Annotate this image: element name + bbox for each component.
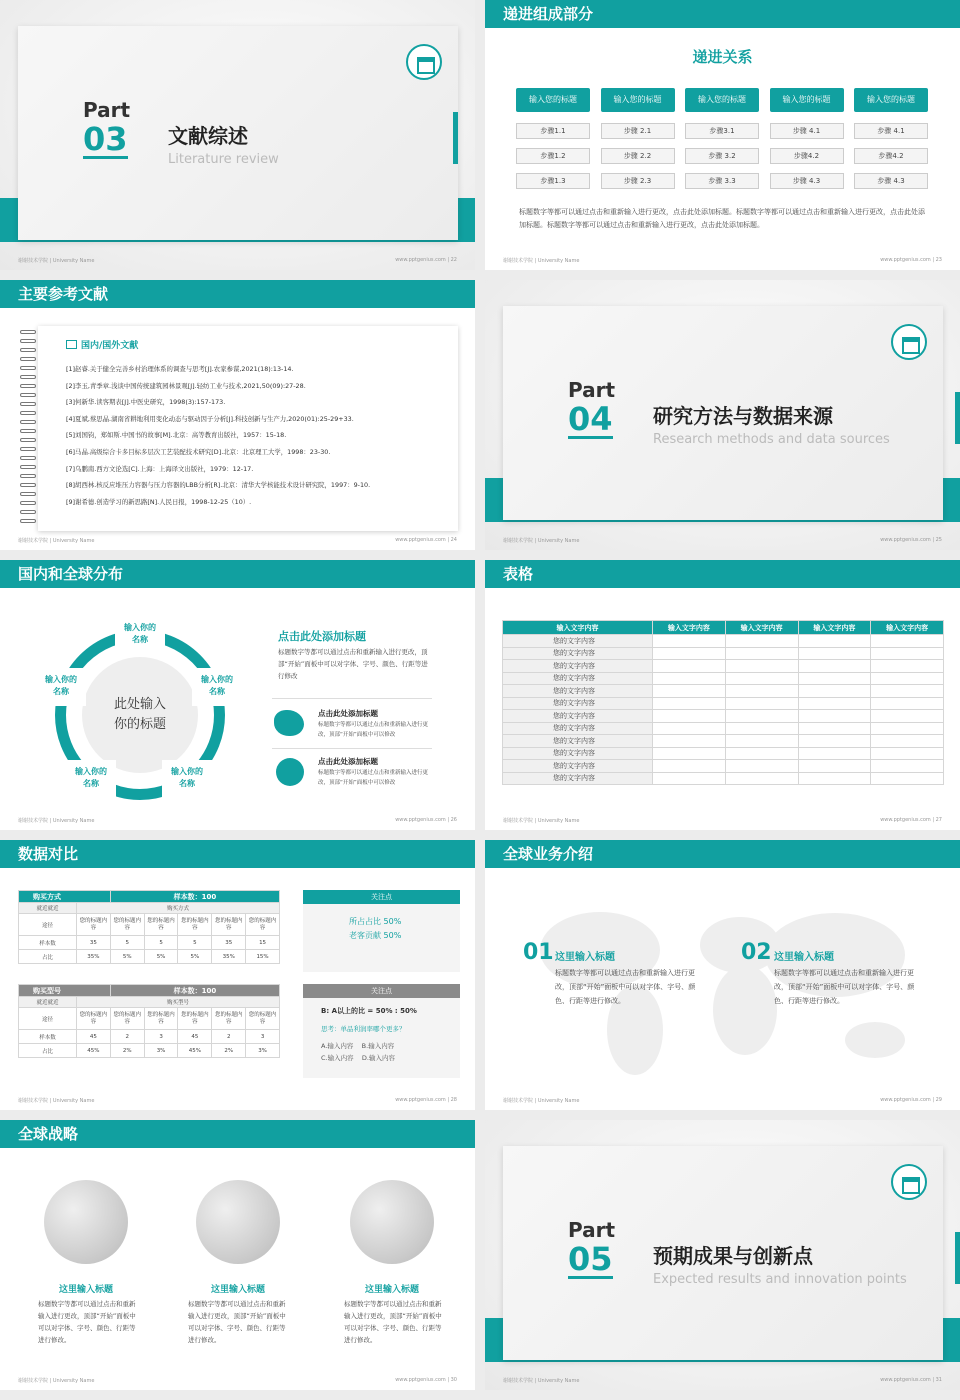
table-cell: 3 xyxy=(144,1030,178,1044)
table-cell xyxy=(871,685,944,698)
table-row xyxy=(19,950,280,964)
table-cell: 45% xyxy=(178,1044,212,1058)
table-cell: 5% xyxy=(110,950,144,964)
table-row xyxy=(19,1030,280,1044)
part-number: 05 xyxy=(568,1240,613,1278)
item-title: 这里输入标题 xyxy=(555,952,615,963)
table-cell: 2% xyxy=(110,1044,144,1058)
table-cell xyxy=(725,772,798,785)
step-cell: 步骤 3.3 xyxy=(685,173,759,189)
part-subtitle: Expected results and innovation points xyxy=(653,1272,907,1287)
globe-icon xyxy=(350,1180,434,1264)
globe-icon xyxy=(196,1180,280,1264)
table-cell: 35% xyxy=(212,950,246,964)
column-header: 输入文字内容 xyxy=(725,621,798,635)
binder-ring xyxy=(20,339,36,343)
item-number: 01 xyxy=(523,940,554,965)
accent-bar xyxy=(453,112,458,164)
part-title: 预期成果与创新点 xyxy=(653,1244,813,1268)
cycle-node: 输入你的 名称 xyxy=(162,760,212,798)
table-cell: 2 xyxy=(212,1030,246,1044)
part-title: 研究方法与数据来源 xyxy=(653,404,833,428)
table-cell xyxy=(653,660,726,673)
table-cell xyxy=(798,672,871,685)
table-heading: 样本数：100 xyxy=(110,985,279,997)
table-cell: 15% xyxy=(246,950,280,964)
step-cell: 步骤 2.1 xyxy=(601,123,675,139)
table-cell: 45 xyxy=(178,1030,212,1044)
slide-22[interactable] xyxy=(0,0,475,270)
column-header: 输入文字内容 xyxy=(798,621,871,635)
table-cell: 45% xyxy=(77,1044,111,1058)
step-cell: 步骤3.1 xyxy=(685,123,759,139)
table-cell: 您的文字内容 xyxy=(503,685,653,698)
table-cell: 2% xyxy=(212,1044,246,1058)
table-cell: 35 xyxy=(212,936,246,950)
part-subtitle: Research methods and data sources xyxy=(653,432,890,447)
table-cell: 占比 xyxy=(19,1044,77,1058)
table-cell: 35% xyxy=(77,950,111,964)
table-cell: 您的文字内容 xyxy=(503,710,653,723)
table-cell xyxy=(725,660,798,673)
globe-icon xyxy=(44,1180,128,1264)
step-cell: 步骤 2.2 xyxy=(601,148,675,164)
key-point-line: C.输入内容 D.输入内容 xyxy=(321,1054,395,1062)
table-cell xyxy=(798,635,871,648)
table-row xyxy=(503,722,944,735)
table-cell xyxy=(798,760,871,773)
table-row xyxy=(503,685,944,698)
slide-footer: 谢谢技术学院 | University Name www.pptgenius.com | 29 xyxy=(503,1097,942,1104)
table-cell xyxy=(653,760,726,773)
table-cell: 就近就近 xyxy=(19,997,77,1008)
table-cell xyxy=(798,710,871,723)
step-cell: 步骤1.1 xyxy=(516,123,590,139)
table-cell xyxy=(871,635,944,648)
reference-item: [8]胡西林.核反应堆压力容器与压力容器的LBB分析[R].北京：清华大学核能技术设计研究院，1997：9-10. xyxy=(66,481,371,490)
column-header: 输入文字内容 xyxy=(653,621,726,635)
table-cell xyxy=(798,722,871,735)
binder-ring xyxy=(20,501,36,505)
table-header-row xyxy=(19,985,280,997)
binder-ring xyxy=(20,447,36,451)
binder-ring xyxy=(20,384,36,388)
divider xyxy=(272,748,432,749)
binder-ring xyxy=(20,411,36,415)
slide-header: 递进组成部分 xyxy=(485,0,960,28)
reference-item: [3]何新华.读客期表[J].中医史研究，1998(3):157-173. xyxy=(66,398,226,407)
item-number: 02 xyxy=(741,940,772,965)
item-title: 这里输入标题 xyxy=(58,1285,113,1295)
binder-ring xyxy=(20,357,36,361)
slide-footer: 谢谢技术学院 | University Name www.pptgenius.com | 31 xyxy=(503,1377,942,1384)
main-title: 点击此处添加标题 xyxy=(278,630,366,643)
slide-footer: 谢谢技术学院 | University Name www.pptgenius.com | 25 xyxy=(503,537,942,544)
reference-item: [4]夏斌,蔡思晶.湖南省耕地利用变化动态与驱动因子分析[J].科技创新与生产力,2020(01):25-29+33. xyxy=(66,414,354,423)
table-cell: 5 xyxy=(178,936,212,950)
reference-item: [2]李玉,青季章.浅谈中国传统建筑园林景观[J].轻纺工业与技术,2021,50(09):27-28. xyxy=(66,381,306,390)
cycle-node: 输入你的 名称 xyxy=(36,668,86,706)
table-cell xyxy=(653,697,726,710)
table-cell: 购买型号 xyxy=(77,997,280,1008)
school-logo-icon xyxy=(891,1164,927,1200)
table-cell xyxy=(725,722,798,735)
table-cell: 您的标题内容 xyxy=(178,914,212,936)
slide-24[interactable] xyxy=(0,280,475,550)
divider xyxy=(272,698,432,699)
table-cell xyxy=(798,697,871,710)
comparison-table xyxy=(18,984,280,1058)
table-cell xyxy=(798,660,871,673)
table-cell xyxy=(653,635,726,648)
table-cell: 您的标题内容 xyxy=(178,1008,212,1030)
table-cell xyxy=(653,772,726,785)
slide-header: 国内和全球分布 xyxy=(0,560,475,588)
binder-ring xyxy=(20,330,36,334)
cycle-center: 此处输入 你的标题 xyxy=(82,657,198,773)
table-cell xyxy=(871,722,944,735)
reference-item: [1]赵睿.关于健全完善乡村治理体系的调查与思考[J].农家参谋,2021(18):13-14. xyxy=(66,365,294,373)
table-cell: 您的标题内容 xyxy=(212,914,246,936)
table-cell: 样本数 xyxy=(19,936,77,950)
item-body: 标题数字等都可以通过点击和重新输入进行更改，顶部“开始”面板中可以对字体、字号、颜色、行距等进行修改。 xyxy=(38,1300,136,1344)
slide-25[interactable] xyxy=(485,280,960,550)
reference-item: [6]马晶.高级综合卡多目标多层次工艺装配技术研究[D].北京：北京理工大学，1998：23-30. xyxy=(66,447,331,456)
table-cell: 您的文字内容 xyxy=(503,635,653,648)
table-cell xyxy=(725,697,798,710)
step-heading: 输入您的标题 xyxy=(516,88,590,112)
key-point-line: 所占占比 50% xyxy=(349,917,402,926)
part-subtitle: Literature review xyxy=(168,152,279,167)
china-map-icon xyxy=(274,710,304,736)
binder-ring xyxy=(20,348,36,352)
table-cell: 3 xyxy=(246,1030,280,1044)
table-cell: 15 xyxy=(246,936,280,950)
step-cell: 步骤 2.3 xyxy=(601,173,675,189)
table-heading: 购买方式 xyxy=(19,891,111,903)
part-word: Part xyxy=(568,378,616,402)
binder-ring xyxy=(20,375,36,379)
table-cell: 您的文字内容 xyxy=(503,735,653,748)
item-title: 点击此处添加标题 xyxy=(318,757,378,766)
table-cell: 5% xyxy=(178,950,212,964)
table-cell xyxy=(725,747,798,760)
slide-footer: 谢谢技术学院 | University Name www.pptgenius.com | 23 xyxy=(503,257,942,264)
book-icon xyxy=(66,340,77,349)
table-row xyxy=(19,1008,280,1030)
slide-footer: 谢谢技术学院 | University Name www.pptgenius.com | 22 xyxy=(18,257,457,264)
table-cell xyxy=(871,760,944,773)
table-cell: 3% xyxy=(246,1044,280,1058)
step-cell: 步骤 4.1 xyxy=(770,123,844,139)
table-cell: 您的文字内容 xyxy=(503,747,653,760)
step-cell: 步骤4.2 xyxy=(770,148,844,164)
slide-27[interactable] xyxy=(485,560,960,830)
table-cell: 您的标题内容 xyxy=(144,914,178,936)
slide-29[interactable] xyxy=(485,840,960,1110)
accent-bar xyxy=(955,392,960,444)
table-cell: 5 xyxy=(110,936,144,950)
table-header-row xyxy=(19,891,280,903)
reference-item: [5]刘国钧，郑如斯.中国书的故事[M].北京：高等教育出版社，1957：15-18. xyxy=(66,431,287,440)
slide-31[interactable] xyxy=(485,1120,960,1390)
key-point-box xyxy=(303,890,460,972)
table-cell: 2 xyxy=(110,1030,144,1044)
table-cell xyxy=(725,735,798,748)
table-cell xyxy=(725,647,798,660)
table-cell xyxy=(725,635,798,648)
table-cell xyxy=(725,685,798,698)
slide-footer: 谢谢技术学院 | University Name www.pptgenius.com | 26 xyxy=(18,817,457,824)
step-heading: 输入您的标题 xyxy=(601,88,675,112)
key-point-box xyxy=(303,984,460,1078)
step-heading: 输入您的标题 xyxy=(685,88,759,112)
cycle-node: 输入你的 名称 xyxy=(192,668,242,706)
table-row xyxy=(503,635,944,648)
table-heading: 购买型号 xyxy=(19,985,111,997)
key-point-title: 关注点 xyxy=(303,984,460,998)
item-body: 标题数字等都可以通过点击和重新输入进行更改，顶部“开始”面板中可以对字体、字号、颜色、行距等进行修改。 xyxy=(555,969,696,1005)
binder-ring xyxy=(20,474,36,478)
binder-ring xyxy=(20,420,36,424)
table-subheader-row xyxy=(19,903,280,914)
table-cell xyxy=(653,710,726,723)
comparison-grid xyxy=(18,984,280,1058)
table-row xyxy=(503,647,944,660)
key-point-line: B: A以上的比 = 50% : 50% xyxy=(321,1007,417,1015)
item-body: 标题数字等都可以通过点击和重新输入进行更改，顶部“开始”面板中可以对字体、字号、颜色、行距等进行修改。 xyxy=(344,1300,442,1344)
step-cell: 步骤 4.1 xyxy=(854,123,928,139)
table-cell xyxy=(871,710,944,723)
table-cell: 您的文字内容 xyxy=(503,660,653,673)
slide-header: 全球业务介绍 xyxy=(485,840,960,868)
body-text: 标题数字等都可以通过点击和重新输入进行更改，点击此处添加标题。标题数字等都可以通过点击和重新输入进行更改，点击此处添加标题。标题数字等都可以通过点击和重新输入进行更改，点击此处添加标题。 xyxy=(519,208,925,229)
slide-header: 主要参考文献 xyxy=(0,280,475,308)
step-heading: 输入您的标题 xyxy=(854,88,928,112)
step-cell: 步骤1.2 xyxy=(516,148,590,164)
slide-23[interactable] xyxy=(485,0,960,270)
table-cell: 5 xyxy=(144,936,178,950)
key-point-line: 老客贡献 50% xyxy=(349,931,402,940)
key-point-line: 思考：单品利润率哪个更多？ xyxy=(321,1025,406,1033)
school-logo-icon xyxy=(406,44,442,80)
slide-header: 数据对比 xyxy=(0,840,475,868)
part-number: 04 xyxy=(568,400,613,438)
slide-26[interactable] xyxy=(0,560,475,830)
table-cell xyxy=(725,760,798,773)
table-cell xyxy=(725,672,798,685)
slide-footer: 谢谢技术学院 | University Name www.pptgenius.com | 27 xyxy=(503,817,942,824)
table-cell xyxy=(653,647,726,660)
table-cell: 您的标题内容 xyxy=(77,914,111,936)
table-cell: 购买方式 xyxy=(77,903,280,914)
reference-list xyxy=(66,361,451,510)
binder-ring xyxy=(20,438,36,442)
part-number: 03 xyxy=(83,120,128,158)
step-cell: 步骤 3.2 xyxy=(685,148,759,164)
item-body: 标题数字等都可以通过点击和重新输入进行更改，顶部“开始”面板中可以修改 xyxy=(318,722,429,738)
table-row xyxy=(19,914,280,936)
reference-item: [7]乌鹏南.西方文论选[C].上海：上海译文出版社，1979：12-17. xyxy=(66,464,254,473)
table-row xyxy=(503,672,944,685)
table-row xyxy=(503,660,944,673)
part-word: Part xyxy=(568,1218,616,1242)
globe-icon xyxy=(276,758,304,786)
slide-30[interactable] xyxy=(0,1120,475,1390)
binder-ring xyxy=(20,483,36,487)
table-cell: 您的文字内容 xyxy=(503,672,653,685)
item-title: 这里输入标题 xyxy=(774,952,834,963)
table-cell: 3% xyxy=(144,1044,178,1058)
table-cell: 您的标题内容 xyxy=(144,1008,178,1030)
table-cell xyxy=(871,647,944,660)
slide-footer: 谢谢技术学院 | University Name www.pptgenius.com | 30 xyxy=(18,1377,457,1384)
table-heading: 样本数：100 xyxy=(110,891,279,903)
cycle-node: 输入你的 名称 xyxy=(66,760,116,798)
item-body: 标题数字等都可以通过点击和重新输入进行更改，顶部“开始”面板中可以对字体、字号、颜色、行距等进行修改。 xyxy=(774,969,915,1005)
binder-ring xyxy=(20,465,36,469)
table-cell xyxy=(798,647,871,660)
table-row xyxy=(19,1044,280,1058)
table-cell: 您的标题内容 xyxy=(212,1008,246,1030)
table-cell xyxy=(871,660,944,673)
table-cell: 您的文字内容 xyxy=(503,697,653,710)
table-row xyxy=(503,710,944,723)
binder-ring xyxy=(20,492,36,496)
binder-ring xyxy=(20,510,36,514)
table-row xyxy=(503,735,944,748)
table-row xyxy=(503,772,944,785)
item-body: 标题数字等都可以通过点击和重新输入进行更改，顶部“开始”面板中可以对字体、字号、颜色、行距等进行修改。 xyxy=(188,1300,286,1344)
table-cell: 就近就近 xyxy=(19,903,77,914)
binder-ring xyxy=(20,429,36,433)
table-cell: 您的标题内容 xyxy=(110,914,144,936)
key-point-line: A.输入内容 B.输入内容 xyxy=(321,1042,395,1050)
table-cell xyxy=(871,747,944,760)
table-cell: 您的文字内容 xyxy=(503,772,653,785)
item-title: 点击此处添加标题 xyxy=(318,709,378,718)
table-cell: 您的标题内容 xyxy=(246,1008,280,1030)
binder-ring xyxy=(20,366,36,370)
table-cell xyxy=(871,697,944,710)
binder-ring xyxy=(20,393,36,397)
table-header-row xyxy=(503,621,944,635)
table-subheader-row xyxy=(19,997,280,1008)
data-table xyxy=(502,620,944,785)
comparison-table xyxy=(18,890,280,964)
slide-footer: 谢谢技术学院 | University Name www.pptgenius.com | 24 xyxy=(18,537,457,544)
table-cell xyxy=(653,672,726,685)
table-cell xyxy=(798,772,871,785)
school-logo-icon xyxy=(891,324,927,360)
step-cell: 步骤 4.3 xyxy=(854,173,928,189)
table-cell: 您的标题内容 xyxy=(77,1008,111,1030)
accent-bar xyxy=(955,1232,960,1284)
step-cell: 步骤1.3 xyxy=(516,173,590,189)
table-cell: 您的标题内容 xyxy=(110,1008,144,1030)
table-cell xyxy=(871,735,944,748)
key-point-title: 关注点 xyxy=(303,890,460,904)
step-cell: 步骤 4.3 xyxy=(770,173,844,189)
table-cell xyxy=(653,747,726,760)
table-cell xyxy=(798,685,871,698)
table-cell xyxy=(871,672,944,685)
table-cell xyxy=(871,772,944,785)
step-heading: 输入您的标题 xyxy=(770,88,844,112)
reference-list-title: 国内/国外文献 xyxy=(66,338,138,351)
reference-card xyxy=(38,326,458,531)
table-cell: 您的文字内容 xyxy=(503,760,653,773)
table-row xyxy=(503,760,944,773)
slide-header: 表格 xyxy=(485,560,960,588)
item-title: 这里输入标题 xyxy=(210,1285,265,1295)
binder-ring xyxy=(20,519,36,523)
part-word: Part xyxy=(83,98,131,122)
table-row xyxy=(19,936,280,950)
table-cell: 您的文字内容 xyxy=(503,722,653,735)
table-row xyxy=(503,747,944,760)
part-title: 文献综述 xyxy=(168,124,248,148)
table-cell xyxy=(653,722,726,735)
table-cell: 途径 xyxy=(19,914,77,936)
table-row xyxy=(503,697,944,710)
table-cell: 您的标题内容 xyxy=(246,914,280,936)
table-cell: 5% xyxy=(144,950,178,964)
table-cell xyxy=(653,685,726,698)
item-body: 标题数字等都可以通过点击和重新输入进行更改，顶部“开始”面板中可以修改 xyxy=(318,770,429,786)
slide-header: 全球战略 xyxy=(0,1120,475,1148)
column-header: 输入文字内容 xyxy=(871,621,944,635)
main-body: 标题数字等都可以通过点击和重新输入进行更改，顶部“开始”面板中可以对字体、字号、颜色、行距等进行修改 xyxy=(278,648,428,680)
table-cell: 35 xyxy=(77,936,111,950)
item-title: 这里输入标题 xyxy=(364,1285,419,1295)
comparison-grid xyxy=(18,890,280,964)
binder-ring xyxy=(20,456,36,460)
table-cell xyxy=(653,735,726,748)
table-cell: 您的文字内容 xyxy=(503,647,653,660)
table-cell: 样本数 xyxy=(19,1030,77,1044)
table-cell: 占比 xyxy=(19,950,77,964)
table-cell: 45 xyxy=(77,1030,111,1044)
slide-subtitle: 递进关系 xyxy=(692,48,753,66)
binder-ring xyxy=(20,402,36,406)
table-cell xyxy=(798,747,871,760)
table-cell: 途径 xyxy=(19,1008,77,1030)
step-cell: 步骤4.2 xyxy=(854,148,928,164)
reference-item: [9]谢希德.创造学习的新思路[N].人民日报，1998-12-25（10）. xyxy=(66,497,252,506)
cycle-node: 输入你的 名称 xyxy=(115,616,165,654)
slide-footer: 谢谢技术学院 | University Name www.pptgenius.com | 28 xyxy=(18,1097,457,1104)
slide-28[interactable] xyxy=(0,840,475,1110)
table-cell xyxy=(725,710,798,723)
column-header: 输入文字内容 xyxy=(503,621,653,635)
table-cell xyxy=(798,735,871,748)
